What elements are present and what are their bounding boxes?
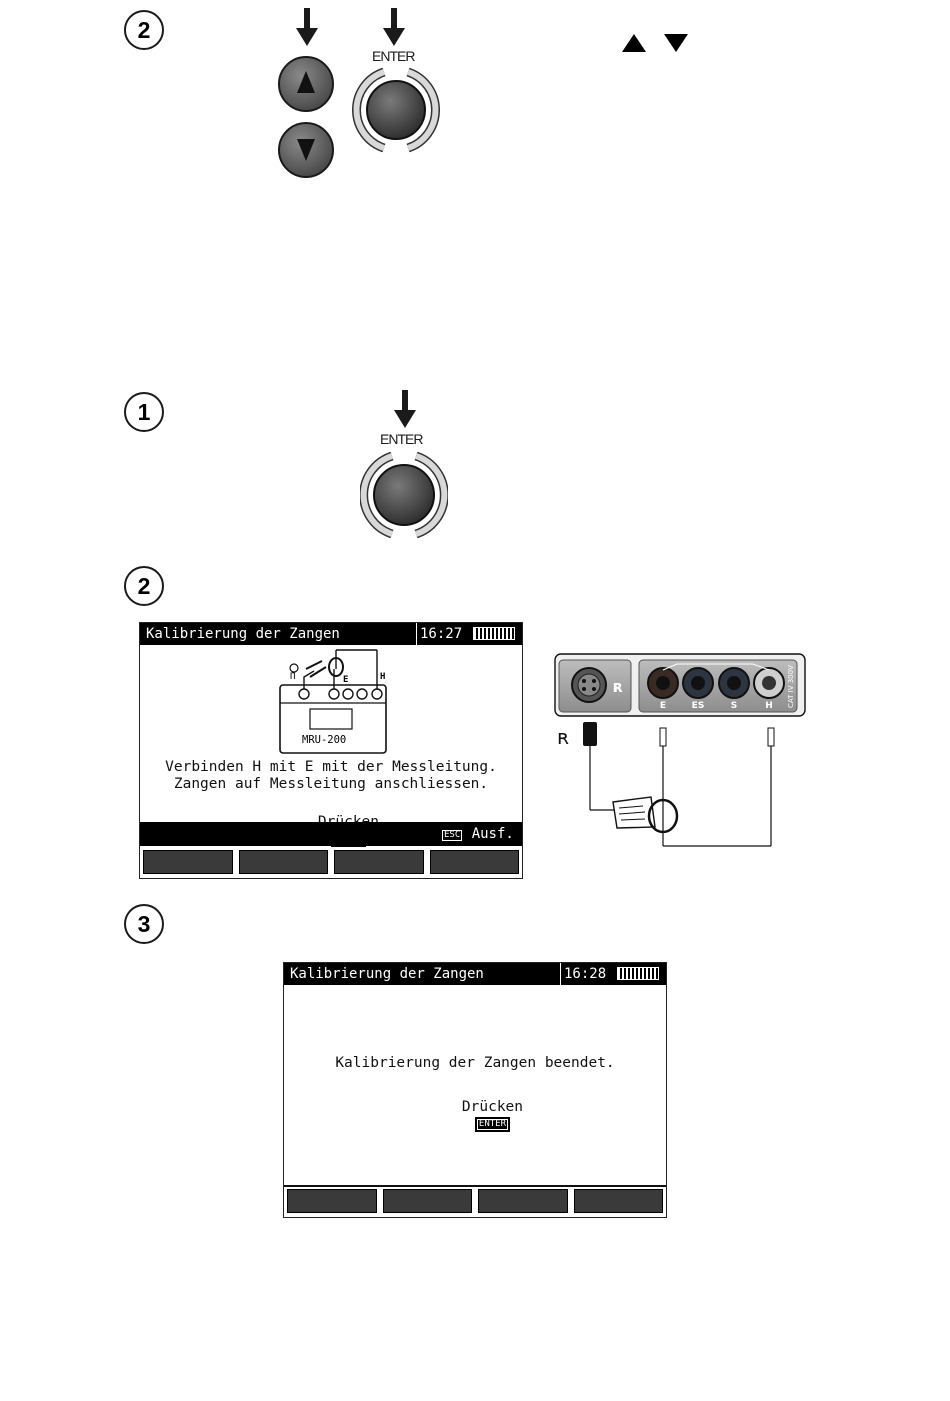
softkey-row: [143, 850, 519, 874]
clock: 16:28: [560, 963, 609, 985]
down-arrow-icon: [394, 390, 416, 430]
instruction-line-2: Zangen auf Messleitung anschliessen.: [173, 776, 489, 792]
socket-label-s: S: [730, 701, 738, 711]
socket-label-es: ES: [691, 701, 705, 711]
softkey-3[interactable]: [334, 850, 424, 874]
lcd-title-bar: [284, 963, 666, 985]
lcd-screen-finished: [283, 962, 667, 1218]
lcd-screen-calibration: [139, 622, 523, 879]
current-clamp: [613, 797, 677, 832]
down-arrow-icon: [383, 8, 405, 48]
softkey-4[interactable]: [574, 1189, 664, 1213]
softkey-3[interactable]: [478, 1189, 568, 1213]
esc-key-badge: ESC: [441, 829, 463, 842]
meter-socket-panel: [553, 652, 809, 852]
socket-s[interactable]: [719, 668, 749, 698]
press-label: Drücken: [461, 1099, 524, 1115]
socket-label-h: H: [765, 701, 773, 711]
down-key-button[interactable]: [279, 123, 333, 177]
socket-label-e: E: [659, 701, 667, 711]
enter-key-label: ENTER: [380, 431, 423, 447]
socket-es[interactable]: [683, 668, 713, 698]
enter-key-label: ENTER: [372, 48, 415, 64]
down-arrow-icon: [296, 8, 318, 48]
instruction-line-1: Verbinden H mit E mit der Messleitung.: [165, 759, 497, 775]
socket-h[interactable]: [754, 668, 784, 698]
step-number-1: 1: [124, 392, 164, 432]
esc-action-label[interactable]: Ausf.: [471, 826, 514, 842]
meter-model-label: MRU-200: [302, 734, 347, 746]
clamp-icon: [290, 664, 298, 672]
socket-e[interactable]: [648, 668, 678, 698]
lcd-title-bar: [140, 623, 522, 645]
cat-rating-label: CAT IV 300V: [787, 665, 795, 708]
arrow-triangles: [620, 32, 692, 54]
softkey-1[interactable]: [143, 850, 233, 874]
enter-key-badge: ENTER: [476, 1118, 509, 1131]
battery-icon: [617, 967, 659, 980]
softkey-4[interactable]: [430, 850, 520, 874]
terminal-e-label: E: [343, 675, 349, 685]
screen-title: Kalibrierung der Zangen: [146, 626, 340, 642]
down-triangle-icon: [664, 34, 688, 52]
clamp-icon: ʀ: [613, 677, 624, 696]
softkey-1[interactable]: [287, 1189, 377, 1213]
up-triangle-icon: [622, 34, 646, 52]
clock: 16:27: [416, 623, 465, 645]
step-number-2: 2: [124, 566, 164, 606]
screen-title: Kalibrierung der Zangen: [290, 966, 484, 982]
clamp-icon: ʀ: [557, 725, 570, 749]
softkey-2[interactable]: [239, 850, 329, 874]
softkey-row: [287, 1189, 663, 1213]
step-number-2: 2: [124, 10, 164, 50]
step-number-3: 3: [124, 904, 164, 944]
enter-button-icon: [374, 465, 434, 525]
up-key-button[interactable]: [279, 57, 333, 111]
terminal-h-label: H: [380, 672, 386, 682]
finished-message: Kalibrierung der Zangen beendet.: [335, 1055, 615, 1071]
terminal-left-label: П: [290, 672, 296, 682]
arrow-keys: [276, 56, 336, 180]
softkey-2[interactable]: [383, 1189, 473, 1213]
lcd-footer: [140, 822, 522, 846]
enter-button[interactable]: [360, 452, 448, 540]
enter-button[interactable]: [352, 66, 440, 154]
press-enter-line: [284, 1083, 666, 1147]
enter-button-icon: [367, 81, 425, 139]
battery-icon: [473, 627, 515, 640]
